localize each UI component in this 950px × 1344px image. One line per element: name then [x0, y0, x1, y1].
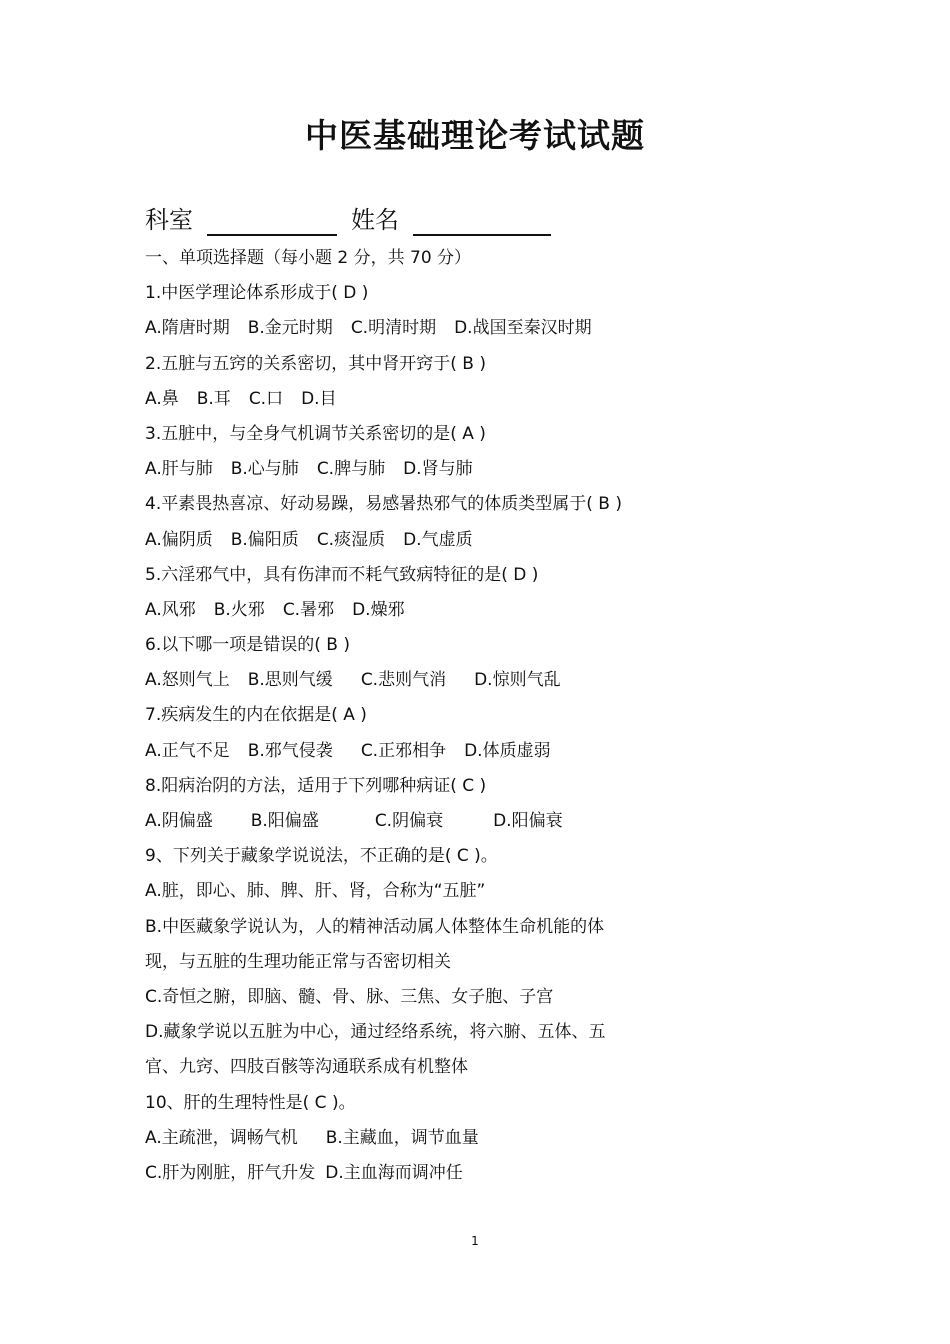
option-item: B.耳 [196, 388, 231, 409]
text-line: A.脏，即心、肺、脾、肝、肾，合称为“五脏” [145, 881, 486, 902]
option-item: D.阳偏衰 [493, 811, 563, 831]
options-line [145, 1156, 765, 1191]
option-item: C.悲则气消 [360, 670, 447, 691]
option-item: B.偏阳质 [230, 529, 299, 550]
option-item: B.金元时期 [247, 318, 333, 339]
options-line [145, 734, 765, 769]
option-item: A.肝与肺 [145, 459, 213, 480]
options-line [145, 523, 765, 558]
page-number: 1 [471, 1234, 479, 1248]
option-item: D.肾与肺 [403, 459, 473, 480]
option-item: D.主血海而调冲任 [325, 1162, 463, 1183]
option-item: D.体质虚弱 [464, 740, 551, 761]
option-item: C.暑邪 [282, 599, 335, 620]
text-line: 4.平素畏热喜凉、好动易躁，易感暑热邪气的体质类型属于( B ) [145, 494, 622, 515]
text-line: 2.五脏与五窍的关系密切，其中肾开窍于( B ) [145, 353, 486, 374]
text-line: 1.中医学理论体系形成于( D ) [145, 283, 369, 304]
option-item: D.战国至秦汉时期 [454, 318, 592, 339]
option-item: B.阳偏盛 [250, 811, 319, 831]
option-item: A.阴偏盛 [145, 811, 213, 831]
option-item: A.偏阴质 [145, 529, 213, 550]
option-item: C.正邪相争 [360, 740, 447, 761]
text-line: 7.疾病发生的内在依据是( A ) [145, 705, 367, 726]
text-line: 官、九窍、四肢百骸等沟通联系成有机整体 [145, 1057, 468, 1078]
option-item: B.邪气侵袭 [247, 740, 333, 761]
page-title: 中医基础理论考试试题 [305, 116, 645, 155]
option-item: B.火邪 [213, 599, 265, 620]
option-item: C.明清时期 [350, 318, 437, 339]
text-line: 现，与五脏的生理功能正常与否密切相关 [145, 951, 451, 972]
option-item: C.肝为刚脏，肝气升发 [145, 1162, 316, 1183]
options-line [145, 804, 765, 839]
option-item: A.主疏泄，调畅气机 [145, 1127, 298, 1148]
option-item: A.鼻 [145, 388, 179, 409]
options-line [145, 382, 765, 417]
option-item: D.目 [301, 388, 337, 409]
exam-header [145, 196, 565, 238]
name-label: 姓名 [351, 206, 399, 234]
exam-content [145, 241, 765, 1191]
option-item: A.正气不足 [145, 740, 230, 761]
text-line: 10、肝的生理特性是( C )。 [145, 1092, 356, 1113]
dept-label: 科室 [145, 206, 193, 234]
option-item: A.风邪 [145, 599, 196, 620]
option-item: B.主藏血，调节血量 [325, 1127, 479, 1148]
options-line [145, 452, 765, 487]
options-line [145, 593, 765, 628]
section-heading: 一、单项选择题（每小题 2 分，共 70 分） [145, 248, 472, 268]
text-line: 9、下列关于藏象学说说法，不正确的是( C )。 [145, 846, 498, 867]
option-item: A.怒则气上 [145, 670, 230, 691]
option-item: A.隋唐时期 [145, 318, 230, 339]
options-line [145, 1121, 765, 1156]
option-item: B.心与肺 [230, 459, 299, 480]
text-line: D.藏象学说以五脏为中心，通过经络系统，将六腑、五体、五 [145, 1022, 606, 1043]
option-item: C.口 [248, 388, 284, 409]
option-item: C.脾与肺 [316, 459, 386, 480]
option-item: C.阴偏衰 [374, 811, 444, 831]
text-line: 3.五脏中，与全身气机调节关系密切的是( A ) [145, 423, 486, 444]
option-item: D.气虚质 [403, 529, 473, 550]
dept-blank[interactable] [207, 234, 337, 236]
option-item: D.惊则气乱 [474, 670, 561, 691]
options-line [145, 663, 765, 698]
option-item: B.思则气缓 [247, 670, 333, 691]
options-line [145, 311, 765, 346]
option-item: D.燥邪 [352, 599, 405, 620]
text-line: 6.以下哪一项是错误的( B ) [145, 635, 350, 656]
name-blank[interactable] [413, 234, 551, 236]
text-line: B.中医藏象学说认为，人的精神活动属人体整体生命机能的体 [145, 916, 605, 937]
text-line: 8.阳病治阴的方法，适用于下列哪种病证( C ) [145, 775, 487, 796]
option-item: C.痰湿质 [316, 529, 386, 550]
text-line: C.奇恒之腑，即脑、髓、骨、脉、三焦、女子胞、子宫 [145, 986, 554, 1007]
text-line: 5.六淫邪气中，具有伤津而不耗气致病特征的是( D ) [145, 564, 539, 585]
